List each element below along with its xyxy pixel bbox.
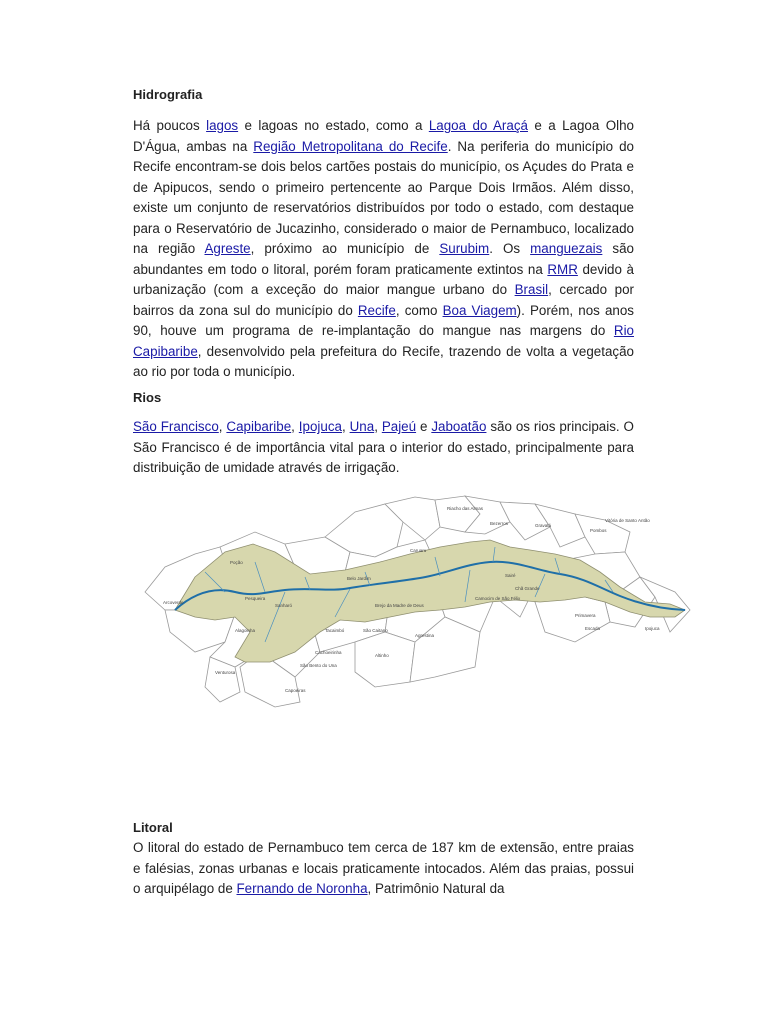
- text: ). Porém, nos anos 90, houve um programa de re-implantação do mangue nas margens do: [133, 302, 634, 338]
- map-label: Riacho das Almas: [447, 506, 484, 511]
- text: , como: [395, 302, 443, 318]
- map-label: Escada: [585, 626, 601, 631]
- link-rmr[interactable]: RMR: [547, 261, 578, 277]
- map-label: Vitória de Santo Antão: [605, 518, 650, 523]
- map-label: Cachoeirinha: [315, 650, 342, 655]
- text: Há poucos: [133, 118, 207, 133]
- map-label: Alagoinha: [235, 628, 256, 633]
- text: ,: [291, 419, 299, 434]
- map-label: Gravatá: [535, 523, 552, 528]
- paragraph-hidrografia: [133, 116, 634, 383]
- map-label: Belo Jardim: [347, 576, 371, 581]
- text: e lagoas no estado, como a: [238, 118, 429, 133]
- heading-litoral: Litoral: [133, 820, 173, 835]
- heading-hidrografia: Hidrografia: [133, 87, 203, 102]
- link-lagos[interactable]: lagos: [206, 118, 239, 133]
- paragraph-litoral: [133, 838, 634, 900]
- link-fernando-de-noronha[interactable]: Fernando de Noronha: [236, 881, 368, 896]
- text: . Os: [489, 241, 531, 256]
- map-label: Agrestina: [415, 633, 435, 638]
- map-label: Pesqueira: [245, 596, 266, 601]
- text: ,: [374, 419, 382, 434]
- link-surubim[interactable]: Surubim: [439, 241, 490, 256]
- map-label: Capoeiras: [285, 688, 306, 693]
- link-recife[interactable]: Recife: [357, 302, 396, 318]
- map-label: Altinho: [375, 653, 389, 658]
- link-manguezais[interactable]: manguezais: [530, 241, 603, 256]
- text: são os rios principais. O São Francisco é de importância vital para o interior do estado, principalmente para distribuição de umidade através de irrigação.: [133, 419, 634, 475]
- ipojuca-basin-map: [135, 492, 695, 717]
- map-label: Tacaimbó: [325, 628, 345, 633]
- link-ipojuca[interactable]: Ipojuca: [298, 419, 342, 434]
- map-label: Venturosa: [215, 670, 236, 675]
- map-label: Pombos: [590, 528, 607, 533]
- text: e a Lagoa Olho D'Água, ambas na: [133, 118, 634, 154]
- map-label: Brejo da Madre de Deus: [375, 603, 424, 608]
- map-label: Poção: [230, 560, 243, 565]
- link-sao-francisco[interactable]: São Francisco: [133, 419, 219, 434]
- text: . Na periferia do município do Recife encontram-se dois belos cartões postais do município, os Açudes do Prata e de Apipucos, sendo o primeiro pertencente ao Parque Dois Irmãos. Além disso, existe um conjunto de reservatórios distribuídos por todo o estado, com destaque para o Reservatório de Jucazinho, considerado o maior de Pernambuco, localizado na região: [133, 138, 634, 256]
- text: , Patrimônio Natural da: [367, 881, 505, 896]
- link-regiao-metropolitana-do-recife[interactable]: Região Metropolitana do Recife: [253, 138, 448, 154]
- map-label: São Caitano: [363, 628, 388, 633]
- link-rio-capibaribe[interactable]: Rio Capibaribe: [133, 323, 634, 359]
- map-label: Arcoverde: [163, 600, 184, 605]
- text: ,: [341, 419, 350, 434]
- link-jaboatao[interactable]: Jaboatão: [431, 419, 487, 434]
- paragraph-rios: [133, 417, 634, 479]
- link-agreste[interactable]: Agreste: [204, 241, 251, 256]
- map-label: Sanharó: [275, 603, 293, 608]
- text: , próximo ao município de: [250, 241, 440, 256]
- text: O litoral do estado de Pernambuco tem cerca de 187 km de extensão, entre praias e falésias, zonas urbanas e locais praticamente intocados. Além das praias, possui o arquipélago de: [133, 840, 634, 896]
- map-label: Sairé: [505, 573, 516, 578]
- map-label: Chã Grande: [515, 586, 540, 591]
- text: e: [416, 419, 432, 434]
- link-boa-viagem[interactable]: Boa Viagem: [442, 302, 517, 318]
- link-pajeu[interactable]: Pajeú: [381, 419, 417, 434]
- map-label: Ipojuca: [645, 626, 660, 631]
- link-una[interactable]: Una: [349, 419, 375, 434]
- link-brasil[interactable]: Brasil: [514, 282, 549, 297]
- map-label: Camocim de São Félix: [475, 596, 521, 601]
- link-capibaribe[interactable]: Capibaribe: [226, 419, 292, 434]
- map-label: Bezerros: [490, 521, 509, 526]
- text: são abundantes em todo o litoral, porém foram praticamente extintos na: [133, 241, 634, 277]
- text: , cercado por bairros da zona sul do município do: [133, 282, 634, 318]
- text: devido à urbanização (com a exceção do maior mangue urbano do: [133, 261, 634, 297]
- link-lagoa-do-araca[interactable]: Lagoa do Araçá: [428, 118, 528, 133]
- heading-rios: Rios: [133, 390, 162, 405]
- map-label: Primavera: [575, 613, 596, 618]
- map-label: São Bento do Una: [300, 663, 337, 668]
- text: ,: [218, 419, 227, 434]
- text: , desenvolvido pela prefeitura do Recife, trazendo de volta a vegetação ao rio por toda o município.: [133, 343, 634, 379]
- map-label: Caruaru: [410, 548, 427, 553]
